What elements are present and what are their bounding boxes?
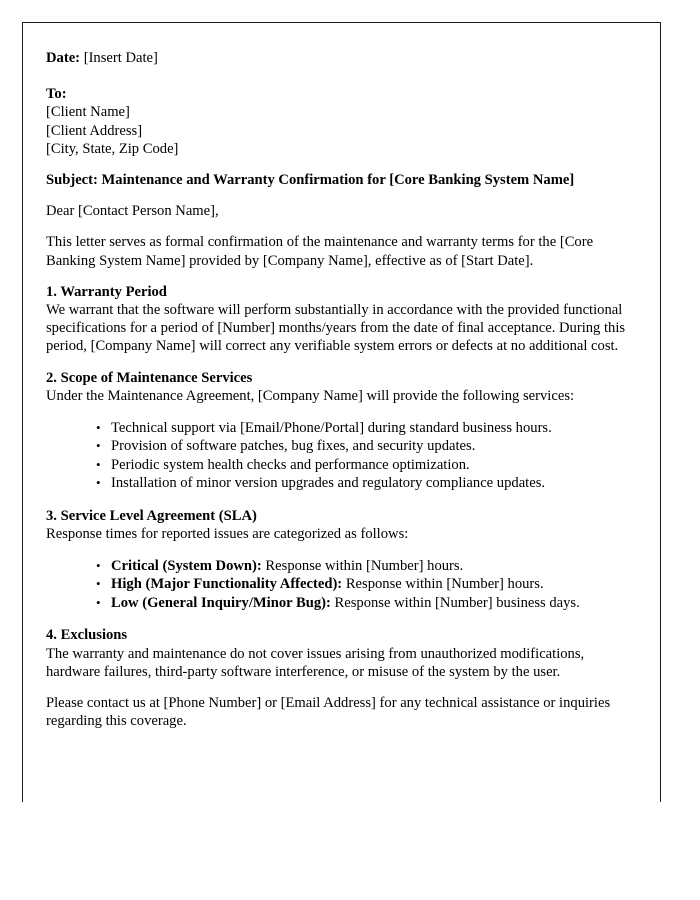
closing-paragraph: Please contact us at [Phone Number] or [Email Address] for any technical assistance or inquiries regarding this coverage. [46, 694, 611, 730]
list-item-text: Response within [Number] hours. [342, 576, 544, 593]
section-heading-scope-of-maintenance: 2. Scope of Maintenance Services [46, 369, 253, 386]
letter-content [46, 49, 641, 730]
list-item-text: Response within [Number] hours. [261, 558, 464, 575]
bullet-icon: • [96, 594, 101, 610]
section-heading-service-level-agreement: 3. Service Level Agreement (SLA) [46, 507, 257, 524]
list-item-label: Low (General Inquiry/Minor Bug): [111, 594, 331, 611]
recipient-city-state-zip: [City, State, Zip Code] [46, 140, 179, 157]
bullet-icon: • [96, 576, 101, 592]
section-body-warranty-period: We warrant that the software will perform substantially in accordance with the provided functional specifications for a period of [Number] months/years from the date of final acceptance. During this period, [Company Name] will correct any verifiable system errors or defects at no additional cost. [46, 302, 626, 355]
list-item-text: Response within [Number] business days. [330, 594, 580, 611]
list-item [46, 437, 641, 455]
recipient-name: [Client Name] [46, 104, 130, 121]
section-heading-exclusions: 4. Exclusions [46, 627, 128, 644]
list-item [46, 594, 641, 612]
subject-line: Subject: Maintenance and Warranty Confirmation for [Core Banking System Name] [46, 172, 575, 189]
section-body-scope-of-maintenance: Under the Maintenance Agreement, [Company Name] will provide the following services: [46, 387, 575, 404]
bullet-icon: • [96, 420, 101, 436]
list-item-text: Technical support via [Email/Phone/Portal] during standard business hours. [111, 420, 552, 437]
list-item-label: High (Major Functionality Affected): [111, 576, 343, 593]
list-item [46, 456, 641, 474]
recipient-label: To: [46, 86, 67, 103]
bullet-icon: • [96, 475, 101, 491]
maintenance-services-list [46, 419, 641, 493]
sla-response-times-list [46, 557, 641, 612]
salutation: Dear [Contact Person Name], [46, 203, 219, 220]
list-item-label: Critical (System Down): [111, 558, 262, 575]
bullet-icon: • [96, 558, 101, 574]
date-line [46, 49, 641, 67]
list-item [46, 474, 641, 492]
list-item-text: Provision of software patches, bug fixes, and security updates. [111, 438, 476, 455]
document-page [22, 22, 661, 802]
section-body-service-level-agreement: Response times for reported issues are categorized as follows: [46, 525, 409, 542]
list-item [46, 575, 641, 593]
intro-paragraph: This letter serves as formal confirmation of the maintenance and warranty terms for the [Core Banking System Name] provided by [Company Name], effective as of [Start Date]. [46, 234, 594, 269]
section-heading-warranty-period: 1. Warranty Period [46, 283, 167, 300]
bullet-icon: • [96, 456, 101, 472]
list-item [46, 419, 641, 437]
list-item-text: Installation of minor version upgrades and regulatory compliance updates. [111, 475, 546, 492]
list-item [46, 557, 641, 575]
bullet-icon: • [96, 438, 101, 454]
date-value: [Insert Date] [83, 50, 158, 66]
section-body-exclusions: The warranty and maintenance do not cover issues arising from unauthorized modifications, hardware failures, third-party software interference, or misuse of the system by the user. [46, 645, 585, 680]
date-label: Date: [46, 50, 81, 66]
list-item-text: Periodic system health checks and performance optimization. [111, 456, 470, 473]
recipient-address: [Client Address] [46, 122, 143, 139]
